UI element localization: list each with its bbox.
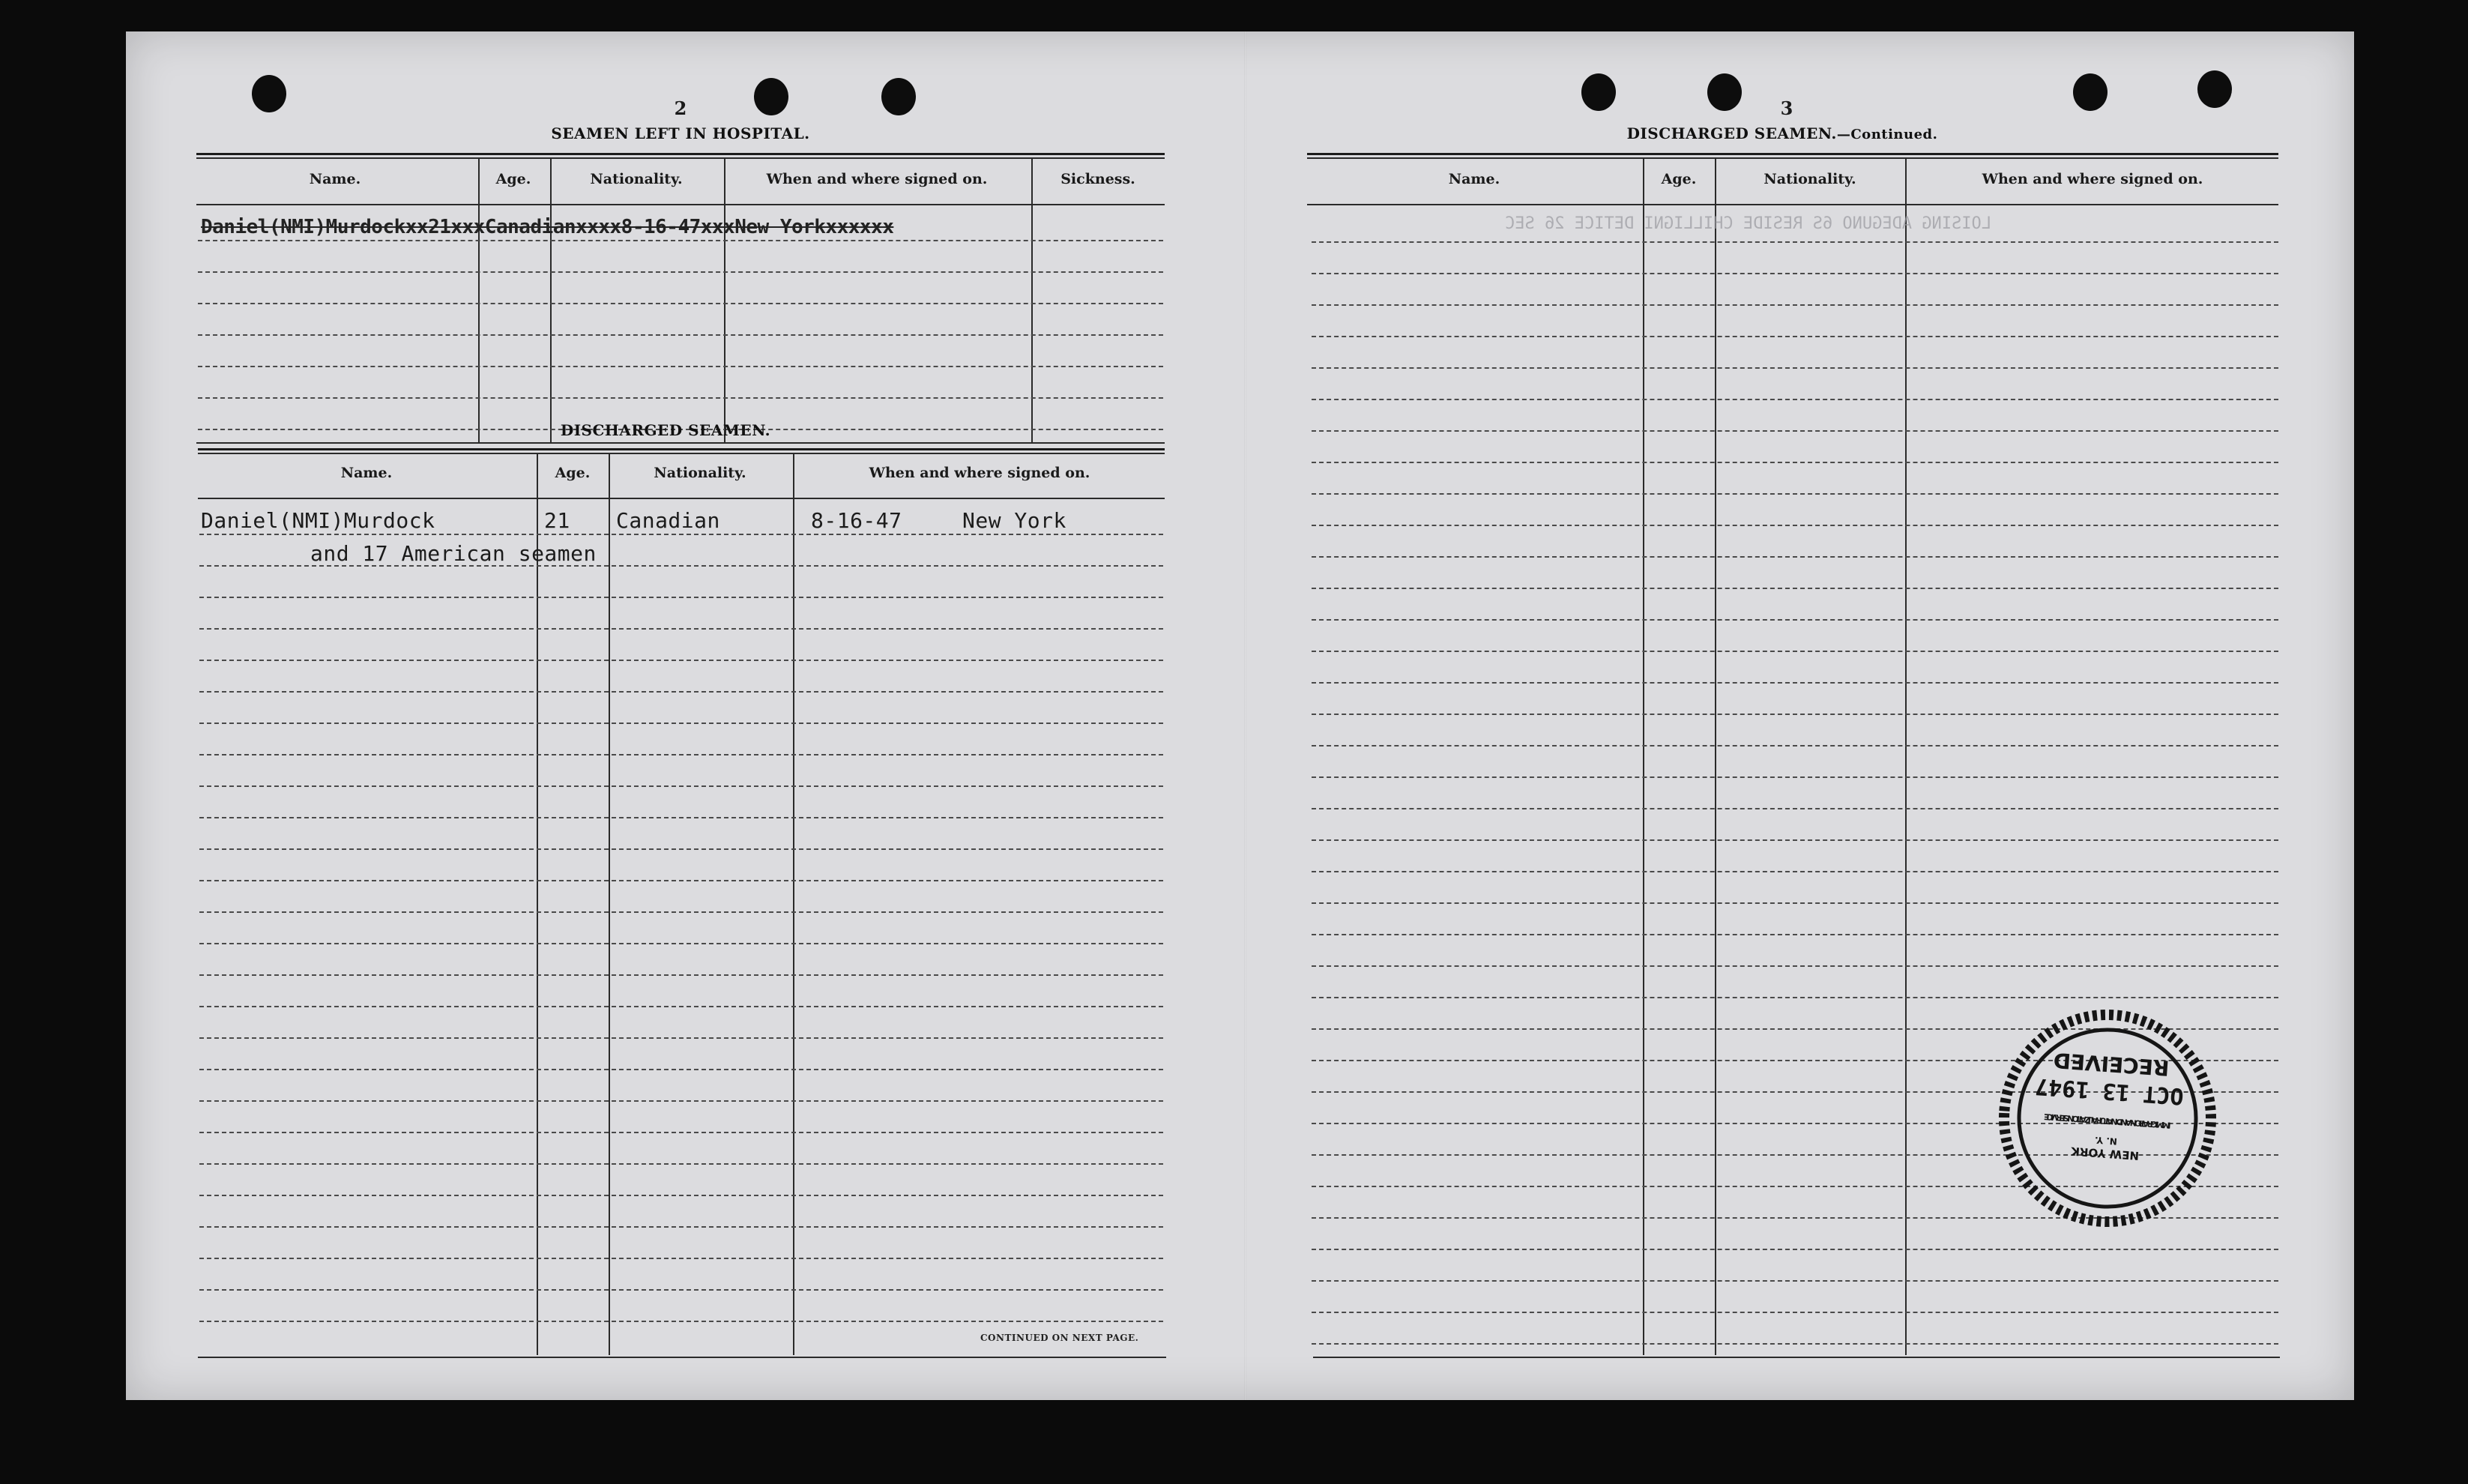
stamp-label: RECEIVED: [2052, 1047, 2170, 1081]
hospital-row-line: [198, 397, 1163, 399]
hospital-row-line: [198, 271, 1163, 273]
punch-hole: [252, 75, 286, 112]
row-rule-line: [1312, 776, 2278, 778]
right-col-divider: [1643, 159, 1644, 1355]
punch-hole: [754, 78, 788, 115]
hospital-col-divider: [550, 159, 552, 442]
right-title-main: DISCHARGED SEAMEN.: [1626, 124, 1837, 142]
right-table-bottom-rule: [1313, 1357, 2280, 1358]
row-rule-line: [199, 723, 1163, 724]
row-rule-line: [1312, 871, 2278, 872]
row-rule-line: [1312, 682, 2278, 684]
page-number-right: 3: [1780, 97, 1793, 119]
hospital-header-name: Name.: [309, 171, 361, 187]
discharged-header-name: Name.: [340, 465, 393, 481]
hospital-row-line: [198, 366, 1163, 367]
hospital-row-line: [198, 303, 1163, 304]
right-header-nationality: Nationality.: [1763, 171, 1856, 187]
bleed-through-text: LOISING ADEGUNO 6S RESIDE CHILLIGNI DETICE 26 SEC: [1505, 214, 1992, 233]
row-rule-line: [1312, 745, 2278, 746]
hospital-header-age: Age.: [495, 171, 531, 187]
discharged-date: 8-16-47: [811, 508, 902, 533]
row-rule-line: [199, 597, 1163, 598]
hospital-table-bottom-rule: [196, 442, 1165, 444]
right-header-name: Name.: [1448, 171, 1500, 187]
right-header-signed-on: When and where signed on.: [1982, 171, 2203, 187]
row-rule-line: [1312, 1249, 2278, 1250]
punch-hole: [881, 78, 916, 115]
row-rule-line: [199, 628, 1163, 630]
row-rule-line: [1312, 1280, 2278, 1282]
row-rule-line: [1312, 997, 2278, 998]
hospital-section-title: SEAMEN LEFT IN HOSPITAL.: [551, 124, 810, 142]
row-rule-line: [199, 1006, 1163, 1007]
row-rule-line: [1312, 556, 2278, 558]
row-rule-line: [199, 785, 1163, 787]
row-rule-line: [199, 754, 1163, 755]
row-rule-line: [1312, 273, 2278, 274]
row-rule-line: [199, 1132, 1163, 1133]
continued-footer: CONTINUED ON NEXT PAGE.: [980, 1333, 1139, 1343]
punch-hole: [1581, 73, 1616, 111]
row-rule-line: [199, 1069, 1163, 1070]
row-rule-line: [1312, 902, 2278, 904]
received-stamp: [1995, 1006, 2220, 1231]
discharged-nationality: Canadian: [616, 508, 720, 533]
hospital-col-divider: [724, 159, 725, 442]
row-rule-line: [199, 943, 1163, 944]
row-rule-line: [1312, 1343, 2278, 1345]
row-rule-line: [199, 534, 1163, 535]
discharged-header-signed-on: When and where signed on.: [869, 465, 1090, 481]
hospital-col-divider: [478, 159, 480, 442]
discharged-table-top-rule: [198, 448, 1165, 450]
right-header-age: Age.: [1661, 171, 1697, 187]
discharged-note: and 17 American seamen: [310, 541, 597, 566]
stamp-agency: IMMIGRATION AND NATURALIZATION SERVICE: [2043, 1112, 2172, 1130]
row-rule-line: [199, 691, 1163, 693]
hospital-table-top-rule: [196, 153, 1165, 155]
row-rule-line: [1312, 336, 2278, 337]
row-rule-line: [199, 1226, 1163, 1228]
discharged-section-title: DISCHARGED SEAMEN.: [560, 421, 771, 439]
discharged-table-top-rule-2: [198, 453, 1165, 454]
stamp-city: NEW YORK: [2070, 1144, 2140, 1163]
row-rule-line: [1312, 965, 2278, 967]
hospital-table-top-rule-2: [196, 157, 1165, 159]
punch-hole: [2073, 73, 2108, 111]
discharged-place: New York: [962, 508, 1066, 533]
row-rule-line: [199, 1037, 1163, 1039]
right-title-suffix: —Continued.: [1836, 127, 1938, 142]
hospital-struck-entry: Daniel(NMI)Murdockxx21xxxCanadianxxxx8-16-47xxxNew Yorkxxxxxx: [201, 216, 894, 238]
stamp-date: OCT 13 1947: [2034, 1073, 2185, 1109]
discharged-header-nationality: Nationality.: [654, 465, 746, 481]
row-rule-line: [199, 817, 1163, 818]
discharged-col-divider: [537, 454, 538, 1355]
discharged-col-divider: [609, 454, 610, 1355]
hospital-header-rule: [196, 204, 1165, 205]
hospital-header-nationality: Nationality.: [590, 171, 683, 187]
page-number-left: 2: [674, 97, 687, 119]
row-rule-line: [199, 1195, 1163, 1196]
row-rule-line: [1312, 304, 2278, 306]
discharged-col-divider: [793, 454, 794, 1355]
row-rule-line: [199, 1163, 1163, 1165]
row-rule-line: [199, 1289, 1163, 1291]
discharged-table-bottom-rule: [198, 1357, 1166, 1358]
row-rule-line: [1312, 525, 2278, 526]
right-section-title: [1610, 124, 1955, 142]
right-col-divider: [1905, 159, 1907, 1355]
row-rule-line: [1312, 934, 2278, 935]
row-rule-line: [1312, 430, 2278, 432]
row-rule-line: [1312, 399, 2278, 400]
row-rule-line: [199, 1321, 1163, 1322]
row-rule-line: [199, 1258, 1163, 1259]
row-rule-line: [199, 974, 1163, 976]
discharged-header-rule: [198, 498, 1165, 499]
hospital-header-signed-on: When and where signed on.: [766, 171, 988, 187]
manifest-sheet: [126, 31, 2354, 1400]
row-rule-line: [199, 1100, 1163, 1102]
discharged-header-age: Age.: [555, 465, 591, 481]
hospital-header-sickness: Sickness.: [1060, 171, 1135, 187]
right-col-divider: [1715, 159, 1716, 1355]
discharged-name: Daniel(NMI)Murdock: [201, 508, 435, 533]
row-rule-line: [1312, 367, 2278, 369]
right-table-top-rule-2: [1307, 157, 2278, 159]
row-rule-line: [1312, 651, 2278, 652]
page-fold: [1244, 31, 1246, 1400]
row-rule-line: [199, 911, 1163, 913]
right-table-top-rule: [1307, 153, 2278, 155]
row-rule-line: [1312, 588, 2278, 589]
row-rule-line: [199, 848, 1163, 850]
hospital-row-line: [198, 240, 1163, 241]
punch-hole: [2197, 70, 2232, 108]
row-rule-line: [1312, 493, 2278, 495]
row-rule-line: [1312, 1312, 2278, 1313]
row-rule-line: [199, 660, 1163, 661]
row-rule-line: [1312, 808, 2278, 809]
row-rule-line: [1312, 462, 2278, 463]
hospital-row-line: [198, 334, 1163, 336]
discharged-age: 21: [544, 508, 570, 533]
row-rule-line: [1312, 619, 2278, 621]
punch-hole: [1707, 73, 1742, 111]
right-header-rule: [1307, 204, 2278, 205]
row-rule-line: [1312, 839, 2278, 841]
stamp-state: N. Y.: [2094, 1134, 2118, 1147]
row-rule-line: [1312, 714, 2278, 715]
hospital-col-divider: [1031, 159, 1033, 442]
row-rule-line: [199, 880, 1163, 881]
row-rule-line: [1312, 241, 2278, 243]
